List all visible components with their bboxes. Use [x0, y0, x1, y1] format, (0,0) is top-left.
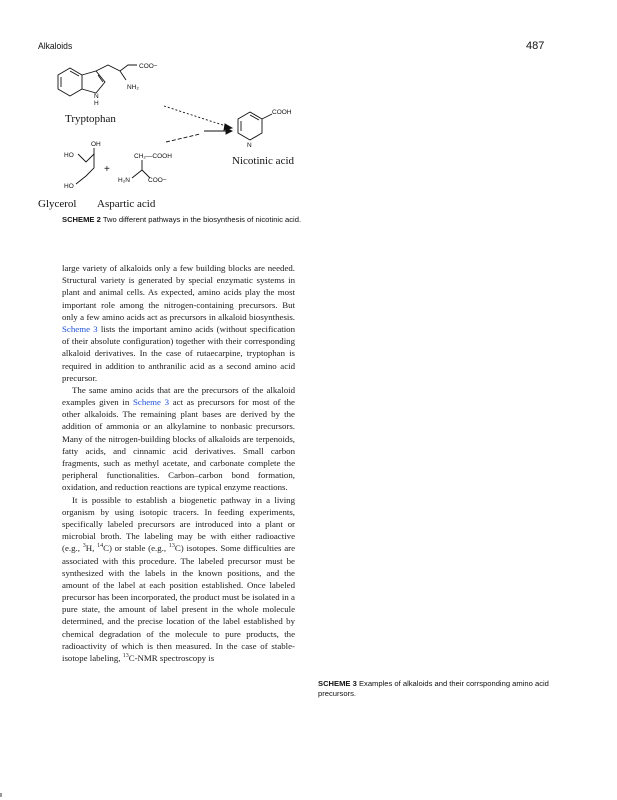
methylene-carboxyl-label: CH₂—COOH — [134, 153, 172, 160]
indole-n-label: N — [94, 93, 99, 100]
scheme-3-link[interactable]: Scheme 3 — [62, 323, 98, 334]
hydroxyl-label-3: HO — [64, 183, 74, 190]
glycerol-skeleton — [76, 154, 94, 184]
paragraph-3-text-d: C) isotopes. Some difficulties are associated with this procedure. The labeled precursor must be synthesized with the labels in the known positions, and the amount of the label at each position established. Once labeled precursor has been incorporated, the product must be isolated in a pure state, the amount of label present in the whole molecule determined, and the precise location of the label established by chemical degradation of the molecule to pure products, the radioactivity of which is then measured. In the case of stable-isotope labeling, — [62, 543, 296, 663]
paragraph-3 — [62, 494, 295, 665]
isotope-superscript-3: 13 — [168, 543, 175, 550]
pyridine-ring — [238, 112, 262, 140]
page-number: 487 — [526, 40, 545, 52]
body-column — [62, 262, 295, 664]
carboxylate-label: COO− — [139, 63, 158, 70]
scheme-3-caption-text: Examples of alkaloids and their corrsponding amino acid precursors. — [318, 679, 549, 698]
scheme-2-diagram — [38, 54, 318, 216]
paragraph-3-text-b: H, — [85, 543, 95, 554]
isotope-superscript-2: 14 — [97, 543, 104, 550]
glycerol-label: Glycerol — [38, 198, 77, 210]
scheme-2-caption — [62, 215, 314, 225]
carboxyl-label: COOH — [272, 109, 292, 116]
tryptophan-side-chain — [96, 65, 137, 71]
scheme-3-caption-lead: SCHEME 3 — [318, 679, 357, 688]
paragraph-2-text-a: The same amino acids that are the precursors of the alkaloid examples given in — [62, 384, 295, 408]
paragraph-3-text-c: C) or stable (e.g., — [103, 543, 167, 554]
scheme-2-caption-lead: SCHEME 2 — [62, 215, 101, 224]
carboxylate-label-2: COO− — [148, 177, 167, 184]
paragraph-1 — [62, 262, 295, 384]
hydroxyl-label: OH — [91, 141, 101, 148]
paragraph-1-text-b: lists the important amino acids (without specification of their absolute configuration) together with their corresponding alkaloid derivatives. In the case of rutaecarpine, tryptophan is required in addition to anthranilic acid as a second amino acid precursor. — [62, 323, 295, 383]
isotope-superscript-4: 13 — [122, 653, 129, 660]
scheme-3-caption — [318, 679, 580, 699]
hydroxyl-label-2: HO — [64, 152, 74, 159]
paragraph-2-text-b: act as precursors for most of the other alkaloids. The remaining plant bases are derived by the addition of ammonia or an alkylamine to nonbasic precursors. Many of the nitrogen-building blocks of alkaloids are terpenoids, fatty acids, and cinnamic acid derivatives. Small carbon fragments, such as methyl acetate, and carbonate complete the peripheral functionalities. Carbon–carbon bond formation, oxidation, and reduction reactions are typical enzyme reactions. — [62, 397, 295, 493]
running-head: Alkaloids — [38, 41, 73, 52]
indole-benzene-ring — [58, 68, 82, 96]
amine-label: NH₂ — [127, 84, 139, 91]
amine-label-2: H₂N — [118, 177, 130, 184]
aspartic-acid-label: Aspartic acid — [97, 198, 156, 210]
scheme-3-link-2[interactable]: Scheme 3 — [132, 397, 170, 408]
indole-pyrrole-ring — [82, 71, 105, 93]
scheme-2-caption-text: Two different pathways in the biosynthesis of nicotinic acid. — [102, 215, 302, 224]
pyridine-n-label: N — [247, 142, 252, 149]
isotope-superscript: 3 — [82, 543, 86, 550]
paragraph-2 — [62, 384, 295, 494]
tryptophan-pathway-arrow — [164, 106, 232, 128]
page-corner-mark — [0, 793, 2, 797]
tryptophan-label: Tryptophan — [65, 113, 116, 125]
paragraph-3-text-a: It is possible to establish a biogenetic pathway in a living organism by using isotopic tracers. In feeding experiments, specifically labeled precursors are introduced into a plant or microbial broth. The labeling may be with either radioactive (e.g., — [62, 494, 295, 554]
glycerol-pathway-arrow — [166, 134, 200, 142]
paragraph-1-text-a: large variety of alkaloids only a few building blocks are needed. Structural variety is generated by special enzymatic systems in plant and animal cells. As expected, amino acids play the most important role among the nitrogen-containing precursors. But only a few amino acids act as precursors in alkaloid biosynthesis. — [62, 263, 295, 322]
scheme-2-atom-labels — [64, 63, 292, 190]
nicotinic-acid-label: Nicotinic acid — [232, 155, 295, 167]
paragraph-3-text-e: C-NMR spectroscopy is — [128, 653, 215, 663]
indole-h-label: H — [94, 100, 99, 107]
scheme-2-figure — [38, 54, 318, 216]
plus-sign: + — [104, 164, 110, 175]
